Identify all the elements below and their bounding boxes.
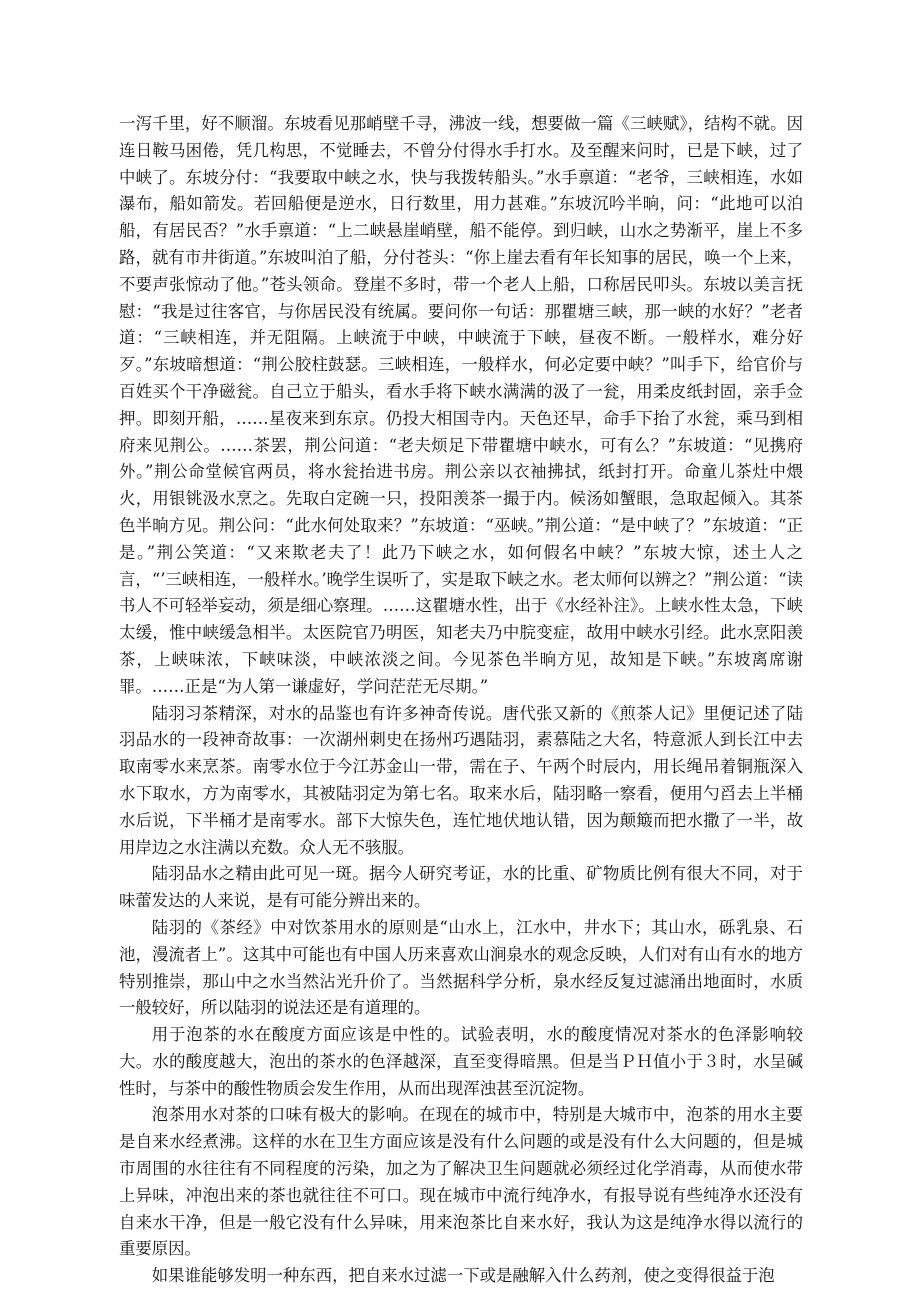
- paragraph-city-tap-water: 泡茶用水对茶的口味有极大的影响。在现在的城市中，特别是大城市中，泡茶的用水主要是自来水经煮沸。这样的水在卫生方面应该是没有什么问题的或是没有什么大问题的，但是城市周围的水往往有不同程度的污染，加之为了解决卫生问题就必须经过化学消毒，从而使水带上异味，冲泡出来的茶也就往往不可口。现在城市中流行纯净水，有报导说有些纯净水还没有自来水干净，但是一般它没有什么异味，用来泡茶比自来水好，我认为这是纯净水得以流行的重要原因。: [119, 1105, 803, 1259]
- paragraph-su-dongshi-story: 一泻千里，好不顺溜。东坡看见那峭壁千寻，沸波一线，想要做一篇《三峡赋》，结构不就。因连日鞍马困倦，凭几构思，不觉睡去，不曾分付得水手打水。及至醒来问时，已是下峡，过了中峡了。东坡分付：“我要取中峡之水，快与我拨转船头。”水手禀道：“老爷，三峡相连，水如瀑布，船如箭发。若回船便是逆水，日行数里，用力甚难。”东坡沉吟半晌，问：“此地可以泊船，有居民否？”水手禀道：“上二峡悬崖峭壁，船不能停。到归峡，山水之势渐平，崖上不多路，就有市井街道。”东坡叫泊了船，分付苍头：“你上崖去看有年长知事的居民，唤一个上来，不要声张惊动了他。”苍头领命。登崖不多时，带一个老人上船，口称居民叩头。东坡以美言抚慰：“我是过往客官，与你居民没有统属。要问你一句话：那瞿塘三峡，那一峡的水好？”老者道：“三峡相连，并无阻隔。上峡流于中峡，中峡流于下峡，昼夜不断。一般样水，难分好歹。”东坡暗想道：“荆公胶柱鼓瑟。三峡相连，一般样水，何必定要中峡？”叫手下，给官价与百姓买个干净磁瓮。自己立于船头，看水手将下峡水满满的汲了一瓮，用柔皮纸封固，亲手佥押。即刻开船，……星夜来到东京。仍投大相国寺内。天色还早，命手下抬了水瓮，乘马到相府来见荆公。……茶罢，荆公问道：“老夫烦足下带瞿塘中峡水，可有么？”东坡道：“见携府外。”荆公命堂候官两员，将水瓮抬进书房。荆公亲以衣袖拂拭，纸封打开。命童儿茶灶中煨火，用银铫汲水烹之。先取白定碗一只，投阳羡茶一撮于内。候汤如蟹眼，急取起倾入。其茶色半晌方见。荆公问：“此水何处取来？”东坡道：“巫峡。”荆公道：“是中峡了？”东坡道：“正是。”荆公笑道：“又来欺老夫了！此乃下峡之水，如何假名中峡？”东坡大惊，述土人之言，“’三峡相连，一般样水。’晚学生误听了，实是取下峡之水。老太师何以辨之？”荆公道：“读书人不可轻举妄动，须是细心察理。……这瞿塘水性，出于《水经补注》。上峡水性太急，下峡太缓，惟中峡缓急相半。太医院官乃明医，知老夫乃中脘变症，故用中峡水引经。此水烹阳羡茶，上峡味浓，下峡味淡，中峡浓淡之间。今见茶色半晌方见，故知是下峡。”东坡离席谢罪。……正是“为人第一谦虚好，学问茫茫无尽期。”: [119, 114, 803, 696]
- paragraph-water-tasting-precision: 陆羽品水之精由此可见一斑。据今人研究考证，水的比重、矿物质比例有很大不同，对于味蕾发达的人来说，是有可能分辨出来的。: [119, 864, 803, 911]
- document-page: [119, 111, 803, 1290]
- paragraph-filter-invention: 如果谁能够发明一种东西，把自来水过滤一下或是融解入什么药剂，使之变得很益于泡: [151, 1266, 775, 1286]
- paragraph-water-acidity: 用于泡茶的水在酸度方面应该是中性的。试验表明，水的酸度情况对茶水的色泽影响较大。水的酸度越大，泡出的茶水的色泽越深，直至变得暗黑。但是当ＰＨ值小于３时，水呈碱性时，与茶中的酸性物质会发生作用，从而出现浑浊甚至沉淀物。: [119, 1025, 803, 1098]
- paragraph-lu-yu-water-legend: 陆羽习茶精深，对水的品鉴也有许多神奇传说。唐代张又新的《煎茶人记》里便记述了陆羽品水的一段神奇故事：一次湖州刺史在扬州巧遇陆羽，素慕陆之大名，特意派人到长江中去取南零水来烹茶。南零水位于今江苏金山一带，需在子、午两个时辰内，用长绳吊着铜瓶深入水下取水，方为南零水，其被陆羽定为第七名。取来水后，陆羽略一察看，便用勺舀去上半桶水后说，下半桶才是南零水。部下大惊失色，连忙地伏地认错，因为颠簸而把水撒了一半，故用岸边之水注满以充数。众人无不骇服。: [119, 703, 803, 857]
- paragraph-tea-classic-water-principle: 陆羽的《茶经》中对饮茶用水的原则是“山水上，江水中，井水下；其山水，砾乳泉、石池，漫流者上”。这其中可能也有中国人历来喜欢山涧泉水的观念反映，人们对有山有水的地方特别推崇，那山中之水当然沾光升价了。当然据科学分析，泉水经反复过滤涌出地面时，水质一般较好，所以陆羽的说法还是有道理的。: [119, 917, 803, 1018]
